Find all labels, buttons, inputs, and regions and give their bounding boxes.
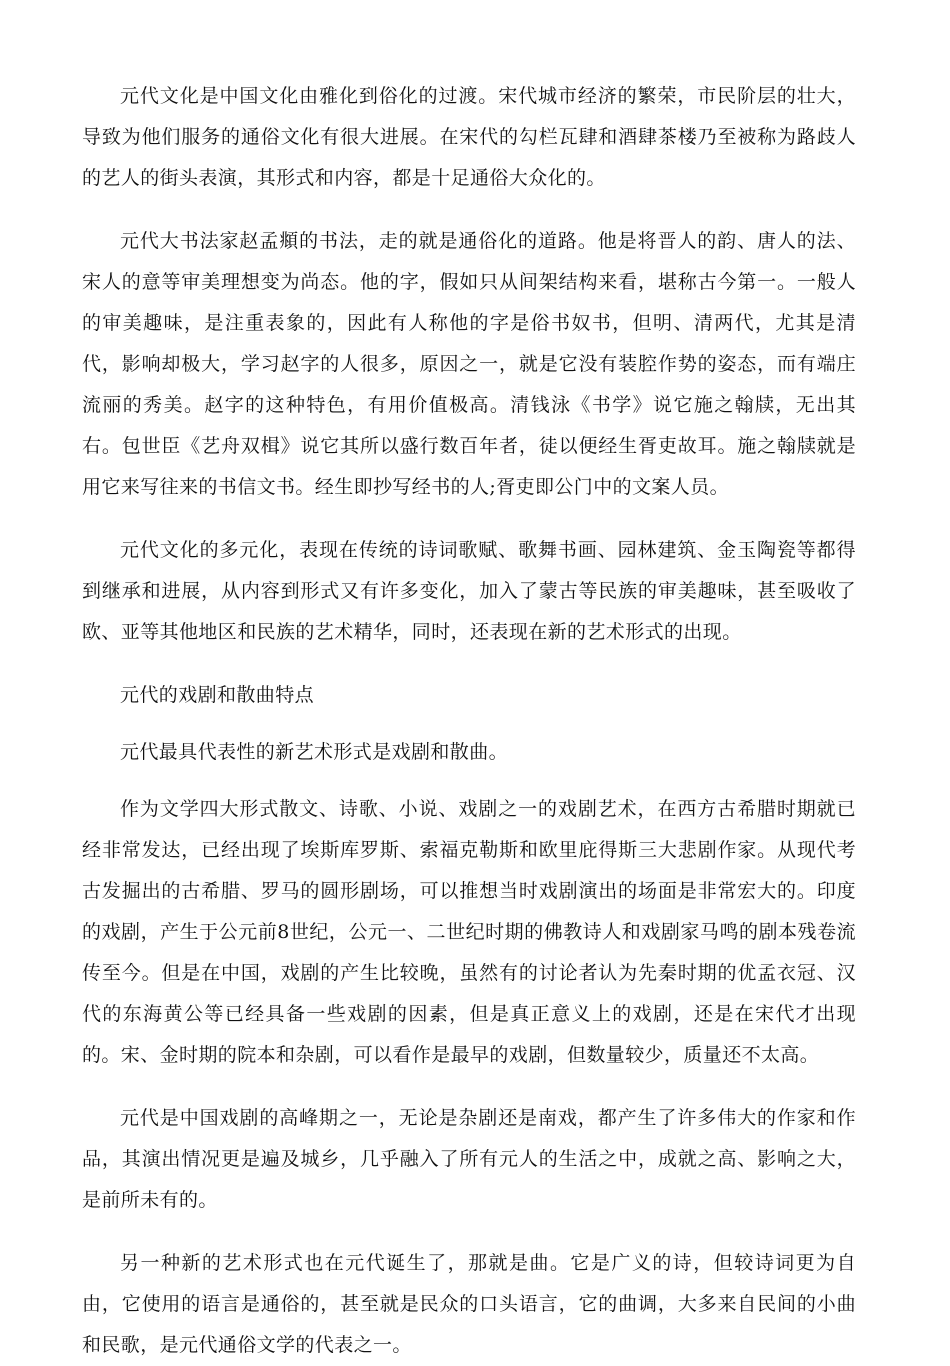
paragraph-yuan-drama-peak: 元代是中国戏剧的高峰期之一，无论是杂剧还是南戏，都产生了许多伟大的作家和作品，其演出情况更是遍及城乡，几乎融入了所有元人的生活之中，成就之高、影响之大，是前所未有的。	[82, 1107, 856, 1211]
paragraph-representative-forms: 元代最具代表性的新艺术形式是戏剧和散曲。	[120, 741, 509, 763]
paragraph-cultural-diversity: 元代文化的多元化，表现在传统的诗词歌赋、歌舞书画、园林建筑、金玉陶瓷等都得到继承和进展，从内容到形式又有许多变化，加入了蒙古等民族的审美趣味，甚至吸收了欧、亚等其他地区和民族的艺术精华，同时，还表现在新的艺术形式的出现。	[82, 539, 856, 643]
paragraph-qu-form: 另一种新的艺术形式也在元代诞生了，那就是曲。它是广义的诗，但较诗词更为自由，它使用的语言是通俗的，甚至就是民众的口头语言，它的曲调，大多来自民间的小曲和民歌，是元代通俗文学的代表之一。	[82, 1252, 856, 1356]
section-heading-drama-and-sanqu: 元代的戏剧和散曲特点	[120, 684, 315, 706]
paragraph-yuan-culture-transition: 元代文化是中国文化由雅化到俗化的过渡。宋代城市经济的繁荣，市民阶层的壮大，导致为他们服务的通俗文化有很大进展。在宋代的勾栏瓦肆和酒肆茶楼乃至被称为路歧人的艺人的街头表演，其形式和内容，都是十足通俗大众化的。	[82, 85, 856, 189]
paragraph-drama-history: 作为文学四大形式散文、诗歌、小说、戏剧之一的戏剧艺术，在西方古希腊时期就已经非常发达，已经出现了埃斯库罗斯、索福克勒斯和欧里庇得斯三大悲剧作家。从现代考古发掘出的古希腊、罗马的圆形剧场，可以推想当时戏剧演出的场面是非常宏大的。印度的戏剧，产生于公元前8世纪，公元一、二世纪时期的佛教诗人和戏剧家马鸣的剧本残卷流传至今。但是在中国，戏剧的产生比较晚，虽然有的讨论者认为先秦时期的优孟衣冠、汉代的东海黄公等已经具备一些戏剧的因素，但是真正意义上的戏剧，还是在宋代才出现的。宋、金时期的院本和杂剧，可以看作是最早的戏剧，但数量较少，质量还不太高。	[82, 798, 856, 1066]
paragraph-zhao-mengfu-calligraphy: 元代大书法家赵孟頫的书法，走的就是通俗化的道路。他是将晋人的韵、唐人的法、宋人的意等审美理想变为尚态。他的字，假如只从间架结构来看，堪称古今第一。一般人的审美趣味，是注重表象的，因此有人称他的字是俗书奴书，但明、清两代，尤其是清代，影响却极大，学习赵字的人很多，原因之一，就是它没有装腔作势的姿态，而有端庄流丽的秀美。赵字的这种特色，有用价值极高。清钱泳《书学》说它施之翰牍，无出其右。包世臣《艺舟双楫》说它其所以盛行数百年者，徒以便经生胥吏故耳。施之翰牍就是用它来写往来的书信文书。经生即抄写经书的人;胥吏即公门中的文案人员。	[82, 230, 856, 498]
